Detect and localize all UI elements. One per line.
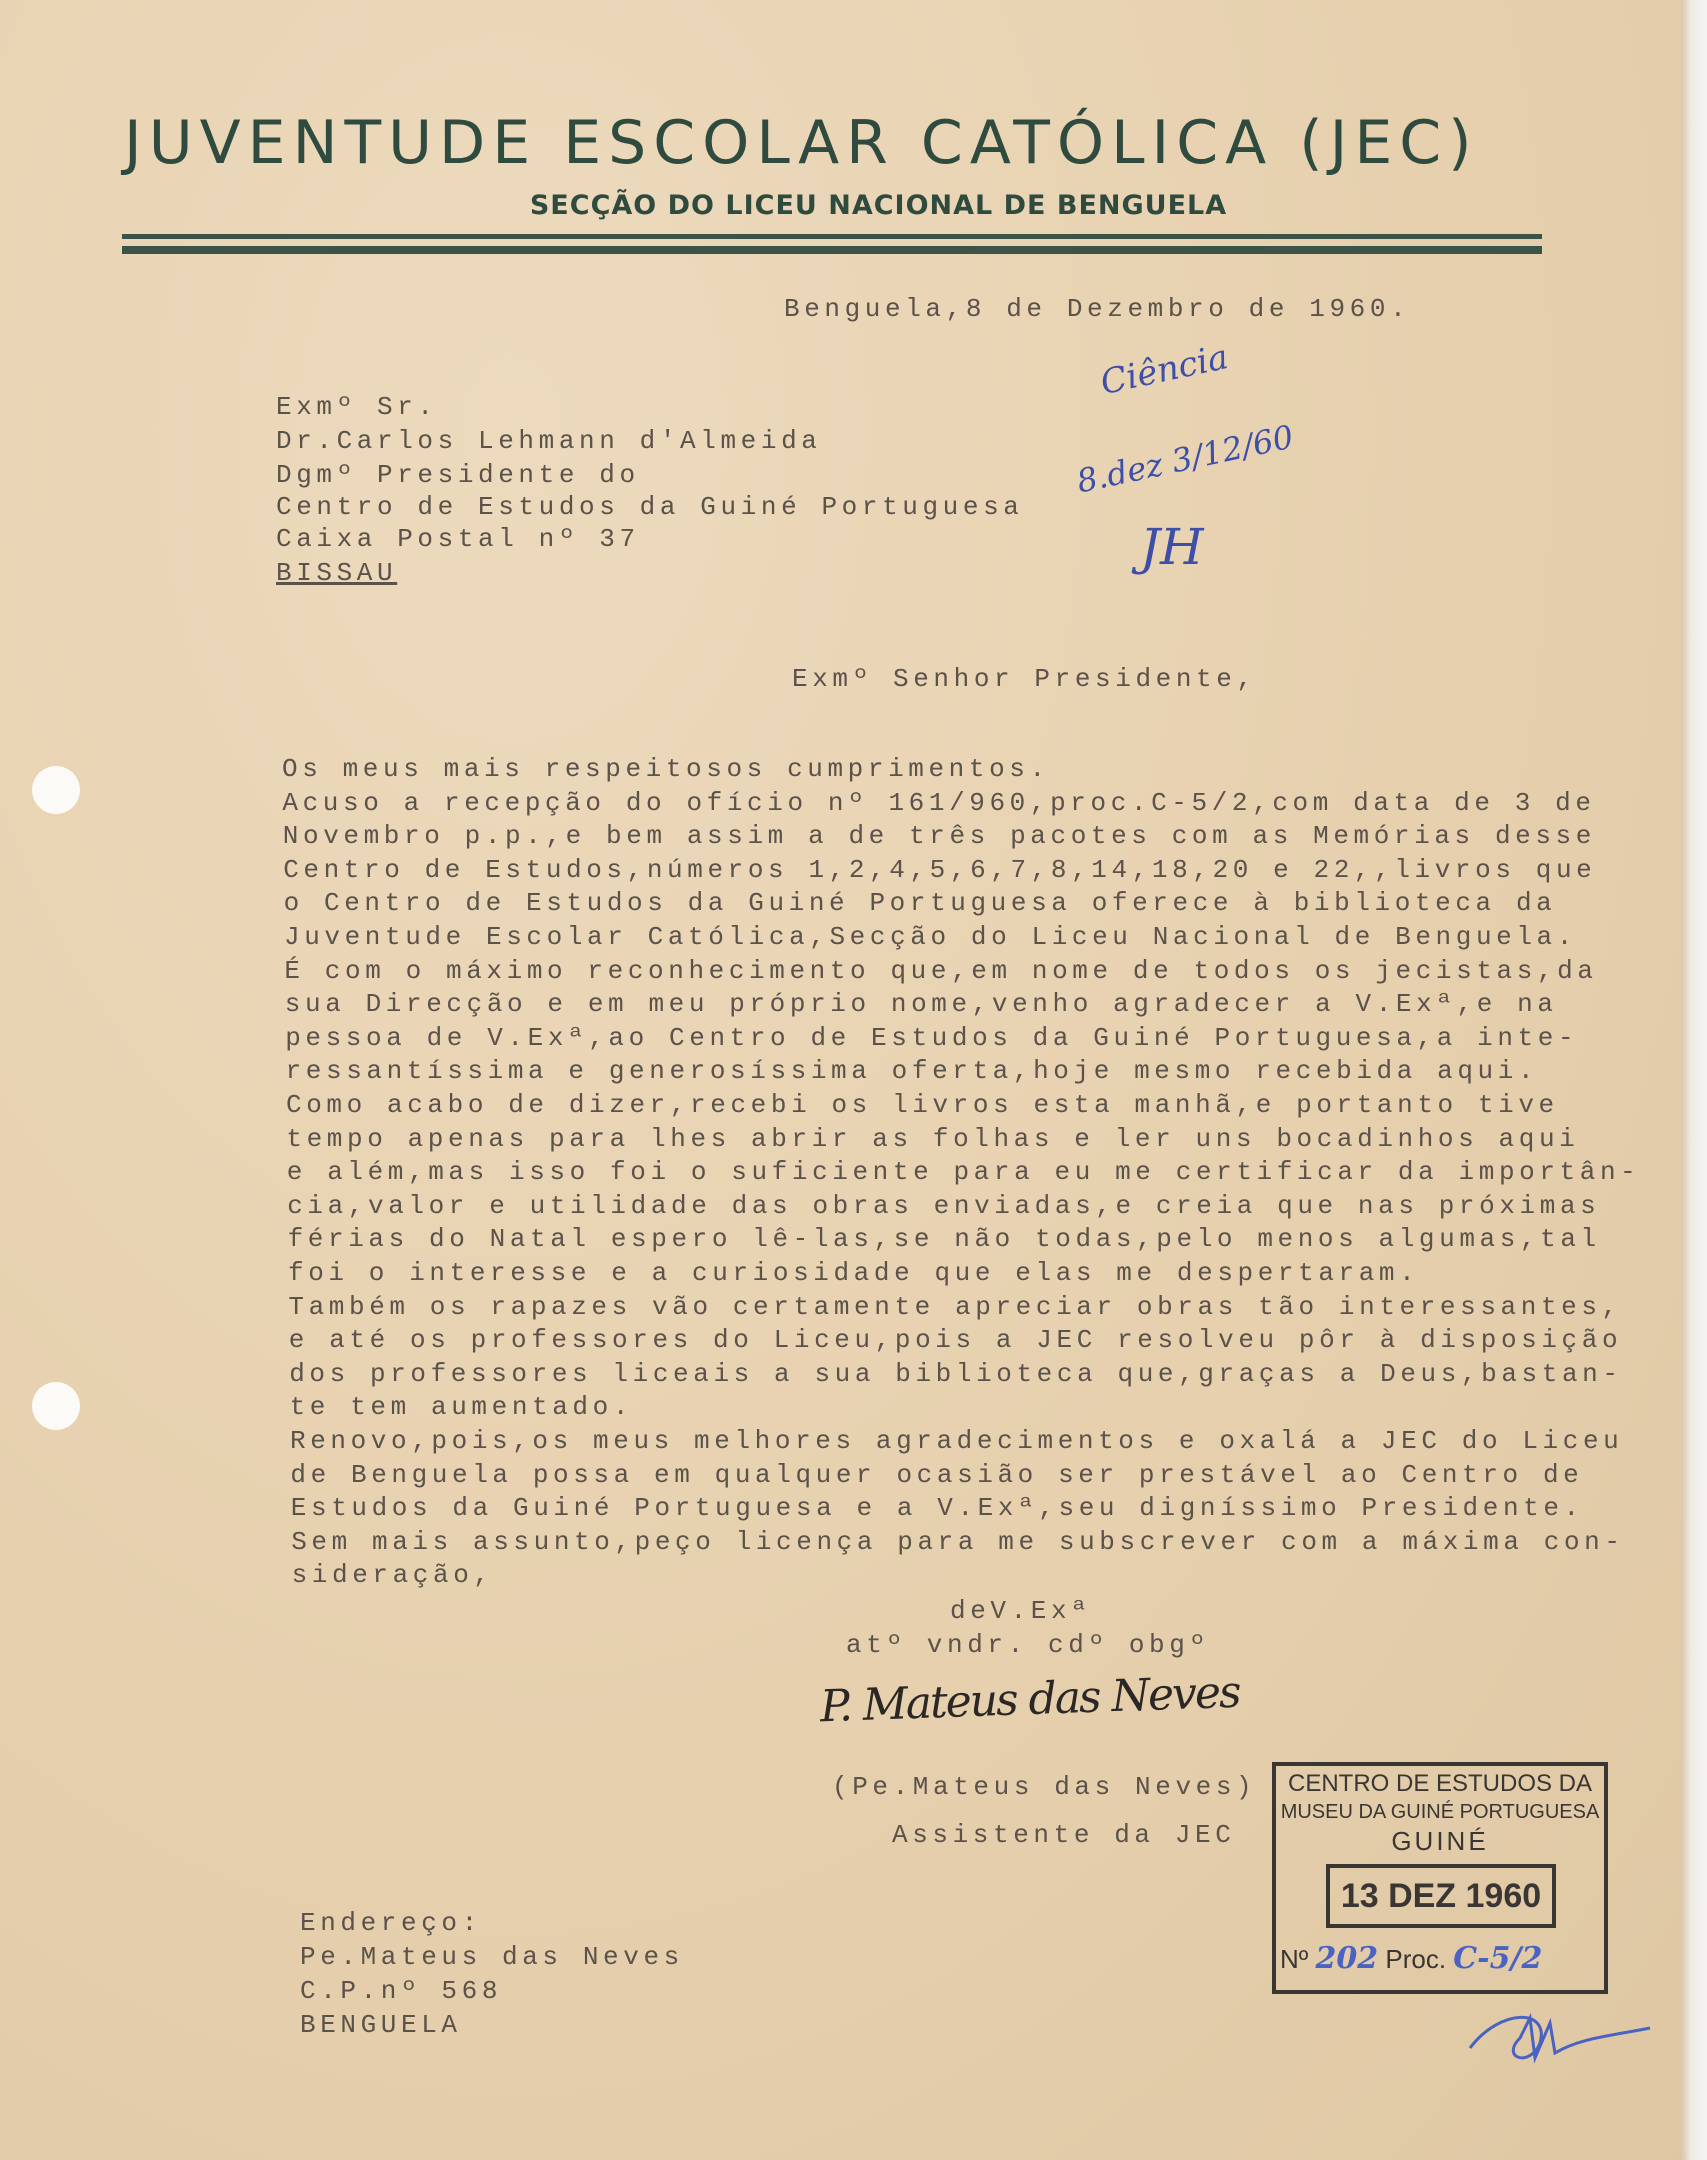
letterhead-rule — [122, 234, 1542, 239]
body-line: Sem mais assunto,peço licença para me subscrever com a máxima con- — [291, 1526, 1625, 1557]
date-line: Benguela,8 de Dezembro de 1960. — [784, 294, 1411, 324]
body-line: te tem aumentado. — [289, 1392, 634, 1423]
address-line: Endereço: — [300, 1908, 482, 1938]
body-line: É com o máximo reconhecimento que,em nome de todos os jecistas,da — [284, 955, 1598, 986]
stamp-proc: C-5/2 — [1453, 1941, 1543, 1976]
stamp-proc-label: Proc. — [1385, 1944, 1447, 1974]
recipient-line: Centro de Estudos da Guiné Portuguesa — [276, 492, 1024, 522]
body-line: sideração, — [291, 1560, 494, 1591]
stamp-date: 13 DEZ 1960 — [1326, 1864, 1556, 1928]
recipient-line: Caixa Postal nº 37 — [276, 524, 640, 554]
body-line: férias do Natal espero lê-las,se não todas,pelo menos algumas,tal — [287, 1224, 1601, 1255]
body-line: Estudos da Guiné Portuguesa e a V.Exª,seu digníssimo Presidente. — [290, 1493, 1584, 1524]
body-line: Acuso a recepção do ofício nº 161/960,proc.C-5/2,com data de 3 de — [282, 787, 1596, 818]
letterhead-rule — [122, 246, 1542, 254]
stamp-line: MUSEU DA GUINÉ PORTUGUESA — [1280, 1801, 1600, 1823]
stamp-line: CENTRO DE ESTUDOS DA — [1287, 1770, 1593, 1797]
punch-hole — [32, 1382, 80, 1430]
signer-name: (Pe.Mateus das Neves) — [832, 1772, 1257, 1802]
punch-hole — [32, 766, 80, 814]
letterhead-title: JUVENTUDE ESCOLAR CATÓLICA (JEC) — [124, 108, 1479, 178]
salutation: Exmº Senhor Presidente, — [792, 664, 1257, 694]
address-line: Pe.Mateus das Neves — [300, 1942, 684, 1972]
closing-line: deV.Exª — [950, 1596, 1092, 1626]
body-line: Centro de Estudos,números 1,2,4,5,6,7,8,14,18,20 e 22,,livros que — [283, 854, 1597, 885]
annotation-line: Ciência — [1097, 337, 1232, 403]
recipient-line: Exmº Sr. — [276, 392, 438, 422]
body-line: o Centro de Estudos da Guiné Portuguesa oferece à biblioteca da — [283, 888, 1557, 919]
body-line: dos professores liceais a sua biblioteca que,graças a Deus,bastan- — [289, 1358, 1623, 1389]
body-line: e além,mas isso foi o suficiente para eu me certificar da importân- — [286, 1157, 1641, 1188]
stamp-number: 202 — [1315, 1941, 1379, 1976]
annotation-line: 8.dez 3/12/60 — [1073, 417, 1297, 501]
address-line: C.P.nº 568 — [300, 1976, 503, 2006]
recipient-line: Dr.Carlos Lehmann d'Almeida — [276, 426, 822, 456]
handwritten-initials-mark — [1460, 1998, 1660, 2078]
body-line: ressantíssima e generosíssima oferta,hoje mesmo recebida aqui. — [285, 1056, 1539, 1087]
body-line: Novembro p.p.,e bem assim a de três pacotes com as Memórias desse — [282, 821, 1596, 852]
body-line: de Benguela possa em qualquer ocasião ser prestável ao Centro de — [290, 1459, 1584, 1490]
address-line: BENGUELA — [300, 2010, 462, 2040]
body-line: Juventude Escolar Católica,Secção do Liceu Nacional de Benguela. — [284, 922, 1577, 952]
body-line: pessoa de V.Exª,ao Centro de Estudos da Guiné Portuguesa,a inte- — [285, 1022, 1579, 1053]
body-line: e até os professores do Liceu,pois a JEC resolveu pôr à disposição — [288, 1325, 1623, 1356]
body-line: Os meus mais respeitosos cumprimentos. — [282, 754, 1050, 784]
stamp-number-label: Nº — [1280, 1944, 1309, 1974]
page-edge — [1681, 0, 1707, 2160]
recipient-city: BISSAU — [276, 558, 398, 588]
closing-line: atº vndr. cdº obgº — [846, 1630, 1210, 1660]
stamp-number-line — [1280, 1942, 1542, 1976]
recipient-line: Dgmº Presidente do — [276, 460, 640, 490]
letterhead-subtitle: SECÇÃO DO LICEU NACIONAL DE BENGUELA — [529, 190, 1228, 221]
stamp-line: GUINÉ — [1391, 1826, 1489, 1856]
annotation-initials: JH — [1140, 518, 1204, 576]
body-line: Como acabo de dizer,recebi os livros esta manhã,e portanto tive — [286, 1090, 1559, 1120]
body-line: tempo apenas para lhes abrir as folhas e ler uns bocadinhos aqui — [286, 1123, 1580, 1154]
body-line: foi o interesse e a curiosidade que elas me despertaram. — [288, 1258, 1420, 1288]
signer-role: Assistente da JEC — [892, 1820, 1236, 1850]
body-line: cia,valor e utilidade das obras enviadas,e creia que nas próximas — [287, 1190, 1601, 1221]
body-line: sua Direcção e em meu próprio nome,venho agradecer a V.Exª,e na — [284, 989, 1558, 1020]
received-stamp — [1272, 1762, 1608, 1994]
signature: P. Mateus das Neves — [819, 1666, 1241, 1733]
body-line: Renovo,pois,os meus melhores agradecimentos e oxalá a JEC do Liceu — [290, 1426, 1624, 1456]
body-line: Também os rapazes vão certamente apreciar obras tão interessantes, — [288, 1291, 1622, 1322]
